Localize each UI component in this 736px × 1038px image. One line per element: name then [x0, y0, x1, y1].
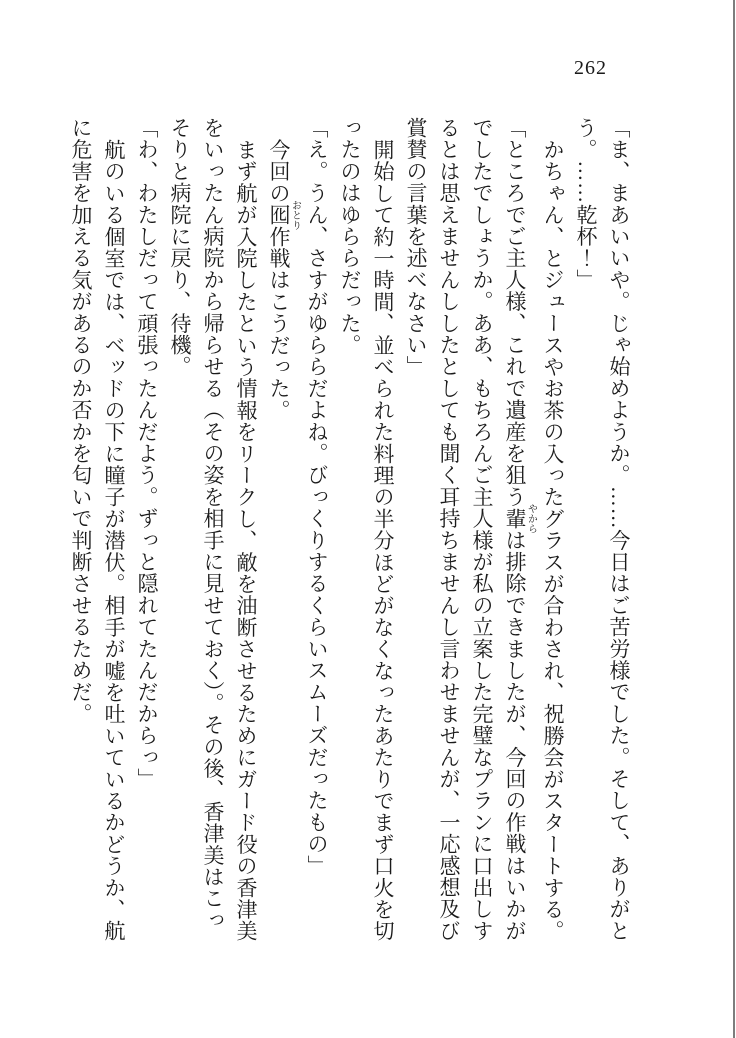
paragraph: 航のいる個室では、ベッドの下に瞳子が潜伏。相手が嘘を吐いているかどうか、航に危害を加える気があるのか否かを匂いで判断させるためだ。: [69, 117, 126, 942]
paragraph: 今回の囮おとり作戦はこうだった。: [267, 139, 301, 422]
page-number: 262: [574, 57, 607, 79]
page-gutter-line: [733, 0, 735, 1038]
text-body: [69, 117, 635, 947]
paragraph: 「ところでご主人様、これで遺産を狙う輩やからは排除できましたが、今回の作戦はいかがでしたでしょうか。ああ、もちろんご主人様が私の立案した完璧なプランに口出しするとは思えませんししたとしても聞く耳持ちませんし言わせませんが、一応感想及び賞賛の言葉を述べなさい」: [404, 117, 537, 942]
paragraph: 開始して約一時間、並べられた料理の半分ほどがなくなったあたりでまず口火を切ったのはゆららだった。: [338, 117, 395, 942]
paragraph: 「ま、まあいいや。じゃ始めようか。……今日はご苦労様でした。そして、ありがとう。……乾杯！」: [574, 117, 631, 942]
paragraph: 「え。うん、さすがゆららだよね。びっくりするくらいスムーズだったもの」: [305, 117, 329, 877]
paragraph: かちゃん、とジュースやお茶の入ったグラスが合わされ、祝勝会がスタートする。: [541, 139, 565, 942]
paragraph: まず航が入院したという情報をリークし、敵を油断させるためにガード役の香津美をいったん病院から帰らせる（その姿を相手に見せておく）。その後、香津美はこっそりと病院に戻り、待機。: [168, 117, 258, 942]
paragraph: 「わ、わたしだって頑張ったんだよう。ずっと隠れてたんだからっ」: [135, 117, 159, 790]
ruby-annotation: 囮おとり: [267, 199, 301, 230]
ruby-annotation: 輩やから: [503, 503, 537, 534]
